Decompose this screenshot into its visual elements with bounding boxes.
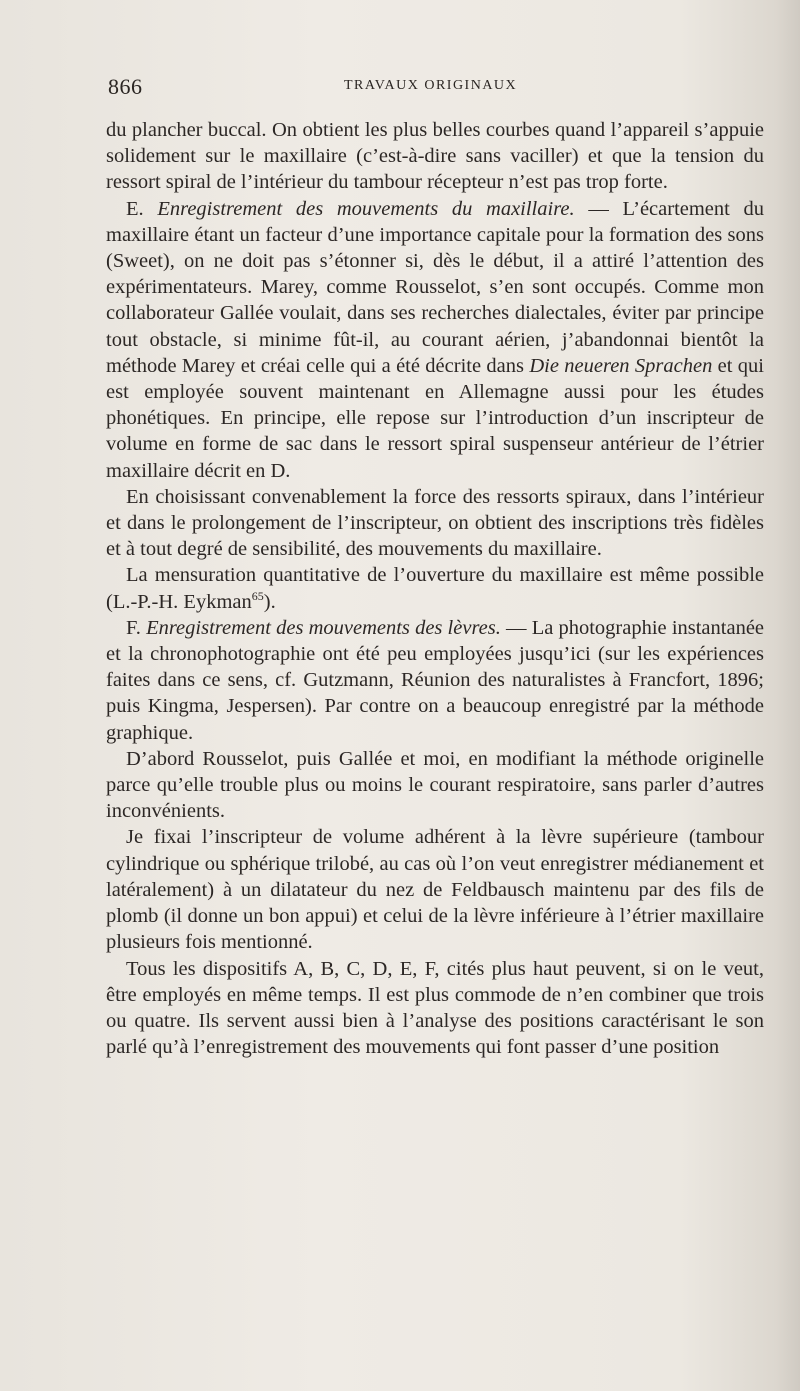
paragraph-7: Je fixai l’inscripteur de volume adhérent à la lèvre supérieure (tambour cylindrique ou sphérique trilobé, au cas où l’on veut enregistrer médianement et latéralement) à un dilatateur du nez de Feldbausch maintenu par des fils de plomb (il donne un bon appui) et celui de la lèvre inférieure à l’étrier maxillaire plusieurs fois mentionné.	[106, 826, 764, 954]
section-f-text: — La photographie instantanée et la chronophotographie ont été peu employées jusqu’ici (sur les expériences faites dans ce sens, cf. Gutzmann, Réunion des naturalistes à Francfort, 1896; puis Kingma, Jespersen). Par contre on a beaucoup enregistré par la méthode graphique.	[106, 616, 765, 744]
paragraph-1: du plancher buccal. On obtient les plus belles courbes quand l’appareil s’appuie solidement sur le maxillaire (c’est-à-dire sans vaciller) et que la tension du ressort spiral de l’intérieur du tambour récepteur n’est pas trop forte.	[106, 119, 764, 194]
section-e-text-2: et qui est employée souvent maintenant en Allemagne aussi pour les études phonétiques. En principe, elle repose sur l’introduction d’un inscripteur de volume en forme de sac dans le ressort spiral suspenseur antérieur de l’étrier maxillaire décrit en D.	[106, 354, 765, 482]
footnote-ref: 65	[251, 588, 264, 603]
page-number: 866	[108, 74, 143, 99]
section-e-letter: E.	[126, 197, 144, 220]
paragraph-4-text: La mensuration quantitative de l’ouverture du maxillaire est même possible (L.-P.-H. Eykman	[106, 564, 764, 613]
paragraph-3: En choisissant convenablement la force des ressorts spiraux, dans l’intérieur et dans le prolongement de l’inscripteur, on obtient des inscriptions très fidèles et à tout degré de sensibilité, des mouvements du maxillaire.	[106, 485, 764, 561]
paragraph-6: D’abord Rousselot, puis Gallée et moi, en modifiant la méthode originelle parce qu’elle trouble plus ou moins le courant respiratoire, sans parler d’autres inconvénients.	[106, 747, 764, 823]
section-e	[106, 196, 764, 484]
body-text	[106, 117, 764, 1060]
section-e-text: — L’écartement du maxillaire étant un facteur d’une importance capitale pour la formation des sons (Sweet), on ne doit pas s’étonner si, dès le début, il a attiré l’attention des expérimentateurs. Marey, comme Rousselot, s’en sont occupés. Comme mon collaborateur Gallée voulait, dans ses recherches dialectales, éviter par principe tout obstacle, si minime fût-il, au courant aérien, j’abandonnai bientôt la méthode Marey et créai celle qui a été décrite dans	[106, 197, 765, 377]
paragraph-4-end: ).	[263, 590, 276, 613]
paragraph-4	[106, 562, 764, 614]
page-header	[108, 72, 768, 108]
book-title: Die neueren Sprachen	[529, 354, 713, 377]
section-f-letter: F.	[126, 616, 141, 639]
section-e-title: Enregistrement des mouvements du maxillaire.	[157, 197, 575, 220]
running-head: TRAVAUX ORIGINAUX	[344, 78, 518, 93]
section-f-title: Enregistrement des mouvements des lèvres.	[146, 616, 501, 639]
section-f	[106, 615, 764, 746]
paragraph-8: Tous les dispositifs A, B, C, D, E, F, cités plus haut peuvent, si on le veut, être employés en même temps. Il est plus commode de n’en combiner que trois ou quatre. Ils servent aussi bien à l’analyse des positions caractérisant le son parlé qu’à l’enregistrement des mouvements qui font passer d’une position	[106, 957, 764, 1059]
